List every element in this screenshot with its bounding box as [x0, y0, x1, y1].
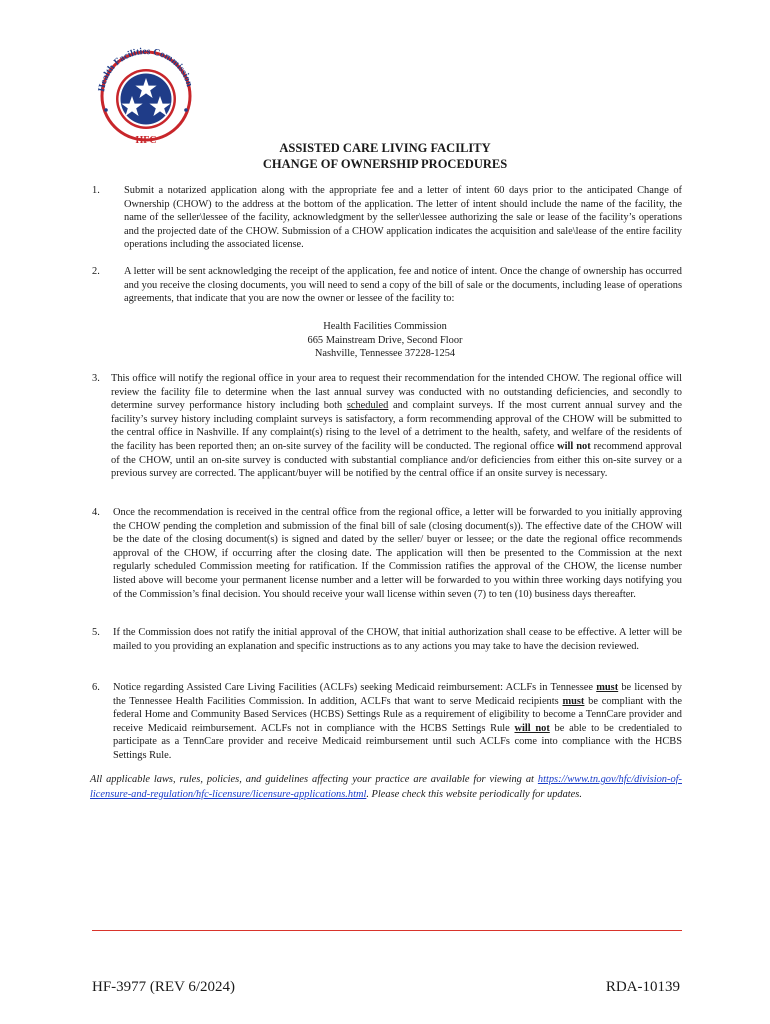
- procedure-item-5: If the Commission does not ratify the initial approval of the CHOW, that initial authorization shall cease to be effective. A letter will be mailed to you providing an explanation and specific instructions as to any actions you may take to have the decision reviewed.: [113, 627, 682, 652]
- procedure-item-4: Once the recommendation is received in the central office from the regional office, a letter will be forwarded to you initially approving the CHOW pending the completion and submission of the final bill of sale (closing document(s)). The effective date of the CHOW will be the date of the closing document(s) is signed and dated by the seller/ buyer or lessee; or the date the regional office recommends approval of the CHOW, if occurring after the closing date. The application will then be presented to the Commission at the next regularly scheduled Commission meeting for ratification. If the Commission ratifies the approval of the CHOW, the license number listed above will become your permanent license number and a letter will be forwarded to you within three working days notifying you of the Commission’s final decision. You should receive your wall license within seven (7) to ten (10) business days thereafter.: [113, 507, 682, 600]
- form-number: HF-3977 (REV 6/2024): [92, 979, 236, 995]
- item-number: 3.: [92, 373, 100, 384]
- seal-abbreviation: HFC: [135, 135, 157, 144]
- title-line-1: ASSISTED CARE LIVING FACILITY: [279, 141, 491, 155]
- mailing-address: [0, 320, 770, 361]
- rda-number: RDA-10139: [605, 979, 680, 995]
- licensure-applications-link[interactable]: https://www.tn.gov/hfc/division-of-licensure-and-regulation/hfc-licensure/licensure-applications.html: [90, 774, 682, 800]
- document-title: [0, 140, 770, 172]
- procedure-item-1: Submit a notarized application along with the appropriate fee and a letter of intent 60 days prior to the anticipated Change of Ownership (CHOW) to the address at the bottom of the application. The letter of intent should include the name of the facility, the name of the seller\lessee of the facility, acknowledgment by the seller\lessee authorizing the sale or lease of the facility’s operations and the projected date of the CHOW. Submission of a CHOW application indicates the acquisition and sale\lease of the entire facility operations including the associated license.: [124, 185, 682, 251]
- emphasis-scheduled: scheduled: [346, 400, 389, 412]
- emphasis-will-not: will not: [557, 440, 591, 452]
- address-line-1: Health Facilities Commission: [323, 321, 447, 332]
- emphasis-must: must: [596, 682, 619, 693]
- seal-ring-text: Health Facilities Commission: [97, 46, 194, 93]
- emphasis-will-not: will not: [514, 722, 550, 734]
- item-number: 2.: [92, 266, 100, 277]
- procedure-item-3: This office will notify the regional office in your area to request their recommendation for the intended CHOW. The regional office will review the facility file to determine when the last annual survey was conducted with no outstanding deficiencies, and secondly to determine survey performance history including both scheduled and complaint surveys. If the most current annual survey and the facility’s survey history including complaint surveys is satisfactory, a form recommending approval of the CHOW will be submitted to the central office in Nashville. If any complaint(s) rising to the level of a detriment to the health, safety, and welfare of the residents of the facility has been reported then; an on-site survey of the facility will be conducted. The regional office will not recommend approval of the CHOW, until an on-site survey is conducted with substantial compliance and/or deficiencies from either this on-site survey or a previous survey are corrected. The applicant/buyer will be notified by the central office if an onsite survey is necessary.: [111, 373, 683, 480]
- hfc-seal-logo: [86, 44, 204, 144]
- item-number: 1.: [92, 185, 100, 196]
- address-line-2: 665 Mainstream Drive, Second Floor: [307, 334, 463, 346]
- title-line-2: CHANGE OF OWNERSHIP PROCEDURES: [262, 157, 508, 171]
- address-line-3: Nashville, Tennessee 37228-1254: [314, 348, 456, 360]
- procedure-item-6: Notice regarding Assisted Care Living Facilities (ACLFs) seeking Medicaid reimbursement: ACLFs in Tennessee must be licensed by the Tennessee Health Facilities Commission. In addition, ACLFs that want to serve Medicaid recipients must be compliant with the federal Home and Community Based Services (HCBS) Settings Rule as a requirement of eligibility to become a TennCare provider and receive Medicaid reimbursement. ACLFs not in compliance with the HCBS Settings Rule will not be able to be credentialed to participate as a TennCare provider and receive Medicaid reimbursement until such ACLFs come into compliance with the HCBS Settings Rule.: [113, 682, 682, 761]
- item-number: 6.: [92, 682, 100, 693]
- emphasis-must: must: [562, 695, 585, 707]
- procedure-item-2: A letter will be sent acknowledging the receipt of the application, fee and notice of intent. Once the change of ownership has occurred and you receive the closing documents, you will need to send a copy of the bill of sale or the documents, including lease of operations agreements, that indicate that you are now the owner or lessee of the facility to:: [124, 266, 682, 305]
- footer-divider: [92, 930, 682, 931]
- item-number: 5.: [92, 627, 100, 638]
- website-note: All applicable laws, rules, policies, and guidelines affecting your practice are available for viewing at https://www.tn.gov/hfc/division-of-licensure-and-regulation/hfc-licensure/licensure-applications.html. Please check this website periodically for updates.: [90, 774, 682, 800]
- item-number: 4.: [92, 507, 100, 518]
